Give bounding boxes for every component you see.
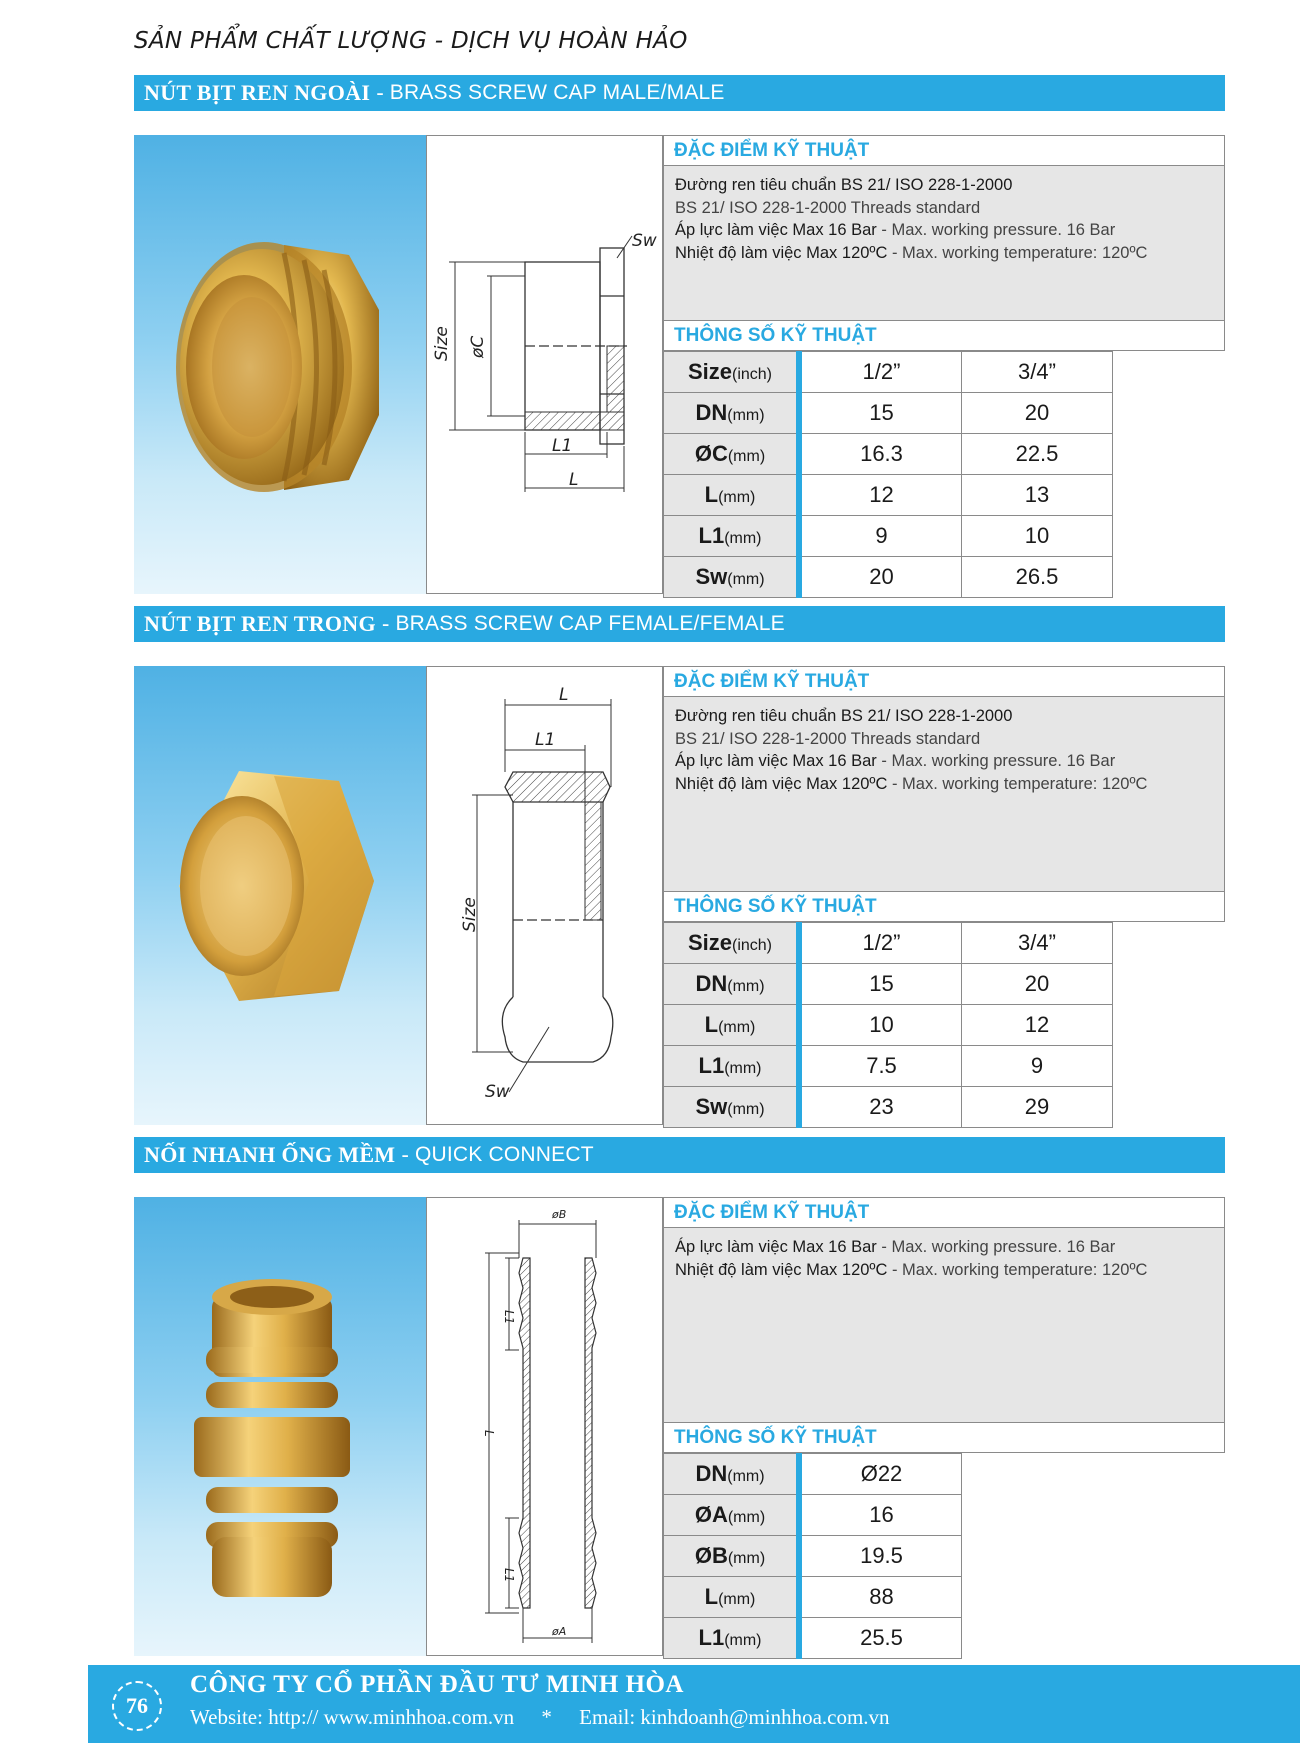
- spec-line: Đường ren tiêu chuẩn BS 21/ ISO 228-1-2000: [675, 707, 1013, 725]
- table-row: L1(mm) 9 10: [664, 516, 1113, 557]
- spec-line: Nhiệt độ làm việc Max 120ºC - Max. working temperature: 120ºC: [675, 243, 1148, 262]
- table-row: ØA(mm) 16: [664, 1495, 962, 1536]
- section-title-en: BRASS SCREW CAP MALE/MALE: [389, 81, 725, 104]
- table-row: ØB(mm) 19.5: [664, 1536, 962, 1577]
- drawing-label-l: L: [482, 1430, 496, 1437]
- spec-line: Đường ren tiêu chuẩn BS 21/ ISO 228-1-2000: [675, 176, 1013, 194]
- param-table: [663, 1453, 962, 1659]
- product-photo: [134, 666, 426, 1125]
- drawing-label-l1: L1: [552, 436, 573, 456]
- technical-drawing: [426, 666, 663, 1125]
- table-row: DN(mm) 15 20: [664, 393, 1113, 434]
- param-heading: THÔNG SỐ KỸ THUẬT: [663, 891, 1225, 922]
- param-table: [663, 351, 1113, 598]
- param-heading: THÔNG SỐ KỸ THUẬT: [663, 1422, 1225, 1453]
- drawing-label-diameter: øC: [468, 335, 488, 358]
- table-row: DN(mm) 15 20: [664, 964, 1113, 1005]
- spec-heading: ĐẶC ĐIỂM KỸ THUẬT: [663, 135, 1225, 166]
- drawing-label-sw: Sw: [485, 1082, 510, 1102]
- spec-line: Áp lực làm việc Max 16 Bar - Max. working pressure. 16 Bar: [675, 1238, 1116, 1256]
- spec-line: BS 21/ ISO 228-1-2000 Threads standard: [675, 729, 981, 748]
- section-title-vi: NÚT BỊT REN TRONG: [144, 611, 376, 636]
- drawing-label-l: L: [569, 470, 579, 490]
- spec-heading: ĐẶC ĐIỂM KỸ THUẬT: [663, 1197, 1225, 1228]
- website-link[interactable]: Website: http:// www.minhhoa.com.vn: [190, 1705, 515, 1729]
- drawing-label-l1: L1: [535, 730, 556, 750]
- section-title-bar: [134, 75, 1225, 111]
- table-row: L(mm) 10 12: [664, 1005, 1113, 1046]
- spec-line: Nhiệt độ làm việc Max 120ºC - Max. working temperature: 120ºC: [675, 774, 1148, 793]
- section-title-separator: -: [376, 81, 384, 105]
- section-title-separator: -: [401, 1143, 409, 1167]
- technical-drawing: [426, 135, 663, 594]
- table-row: L(mm) 88: [664, 1577, 962, 1618]
- section-title-bar: [134, 1137, 1225, 1173]
- section-title-bar: [134, 606, 1225, 642]
- spec-line: Nhiệt độ làm việc Max 120ºC - Max. working temperature: 120ºC: [675, 1260, 1148, 1279]
- table-row: DN(mm) Ø22: [664, 1454, 962, 1495]
- drawing-label-diameter-b: øB: [552, 1208, 567, 1221]
- spec-line: Áp lực làm việc Max 16 Bar - Max. working pressure. 16 Bar: [675, 752, 1116, 770]
- drawing-label-size: Size: [460, 897, 480, 932]
- drawing-label-l: L: [559, 685, 569, 705]
- email-link[interactable]: Email: kinhdoanh@minhhoa.com.vn: [579, 1705, 890, 1729]
- table-row: ØC(mm) 16.3 22.5: [664, 434, 1113, 475]
- technical-drawing: [426, 1197, 663, 1656]
- spec-line: BS 21/ ISO 228-1-2000 Threads standard: [675, 198, 981, 217]
- section-title-en: QUICK CONNECT: [414, 1143, 594, 1166]
- company-name: CÔNG TY CỔ PHẦN ĐẦU TƯ MINH HÒA: [190, 1671, 684, 1698]
- section-title-separator: -: [381, 612, 390, 636]
- section-title-en: BRASS SCREW CAP FEMALE/FEMALE: [395, 612, 785, 635]
- table-row: Sw(mm) 23 29: [664, 1087, 1113, 1128]
- table-row: Sw(mm) 20 26.5: [664, 557, 1113, 598]
- product-block-screw-cap-male: [134, 135, 1225, 594]
- page-footer: [88, 1665, 1300, 1743]
- table-row: L(mm) 12 13: [664, 475, 1113, 516]
- spec-text: [663, 166, 1225, 320]
- specs-panel: [663, 666, 1225, 1128]
- contact-line: [190, 1705, 912, 1730]
- contact-separator: *: [541, 1705, 552, 1729]
- spec-text: [663, 1228, 1225, 1422]
- param-heading: THÔNG SỐ KỸ THUẬT: [663, 320, 1225, 351]
- product-photo: [134, 135, 426, 594]
- drawing-label-l1-bottom: L1: [502, 1568, 516, 1583]
- table-row: Size(inch) 1/2” 3/4”: [664, 352, 1113, 393]
- drawing-label-size: Size: [432, 326, 452, 361]
- product-block-screw-cap-female: [134, 666, 1225, 1125]
- product-block-quick-connect: [134, 1197, 1225, 1656]
- drawing-label-diameter-a: øA: [552, 1625, 567, 1638]
- drawing-label-sw: Sw: [632, 231, 657, 251]
- product-photo: [134, 1197, 426, 1656]
- section-title-vi: NÚT BỊT REN NGOÀI: [144, 80, 371, 105]
- specs-panel: [663, 1197, 1225, 1659]
- specs-panel: [663, 135, 1225, 598]
- spec-line: Áp lực làm việc Max 16 Bar - Max. working pressure. 16 Bar: [675, 221, 1116, 239]
- drawing-label-l1-top: L1: [502, 1310, 516, 1325]
- table-row: Size(inch) 1/2” 3/4”: [664, 923, 1113, 964]
- page-number: 76: [112, 1681, 162, 1731]
- table-row: L1(mm) 25.5: [664, 1618, 962, 1659]
- section-title-vi: NỐI NHANH ỐNG MỀM: [144, 1142, 396, 1167]
- table-row: L1(mm) 7.5 9: [664, 1046, 1113, 1087]
- page-tagline: SẢN PHẨM CHẤT LƯỢNG - DỊCH VỤ HOÀN HẢO: [134, 28, 688, 54]
- spec-heading: ĐẶC ĐIỂM KỸ THUẬT: [663, 666, 1225, 697]
- spec-text: [663, 697, 1225, 891]
- param-table: [663, 922, 1113, 1128]
